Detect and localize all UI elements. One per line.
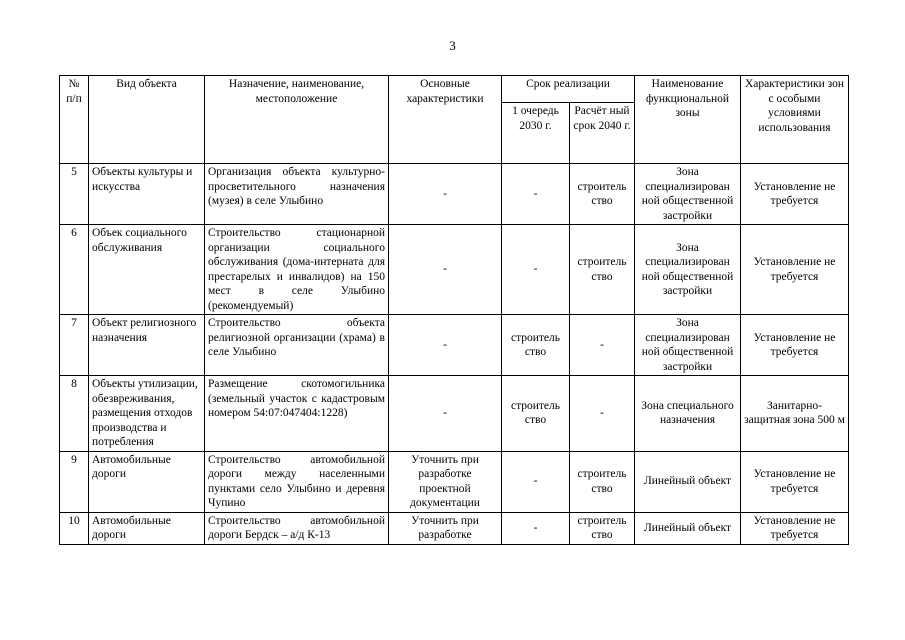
header-zone: Наименование функциональной зоны xyxy=(635,76,741,164)
term-calc: строитель ство xyxy=(570,164,635,225)
table-row xyxy=(60,451,849,512)
header-special-zones: Характеристики зон с особыми условиями использования xyxy=(741,76,849,164)
table-row xyxy=(60,225,849,315)
functional-zone: Линейный объект xyxy=(635,512,741,544)
functional-zone: Зона специализирован ной общественной застройки xyxy=(635,164,741,225)
term-first: - xyxy=(502,512,570,544)
object-purpose: Строительство объекта религиозной организации (храма) в селе Улыбино xyxy=(205,315,389,376)
functional-zone: Зона специального назначения xyxy=(635,376,741,452)
object-kind: Объекты культуры и искусства xyxy=(89,164,205,225)
row-number: 10 xyxy=(60,512,89,544)
object-purpose: Строительство стационарной организации социального обслуживания (дома-интерната для престарелых и инвалидов) на 150 мест в селе Улыбино (рекомендуемый) xyxy=(205,225,389,315)
planned-objects-table xyxy=(59,75,849,545)
special-zone: Установление не требуется xyxy=(741,225,849,315)
row-number: 6 xyxy=(60,225,89,315)
row-number: 8 xyxy=(60,376,89,452)
term-calc: строитель ство xyxy=(570,451,635,512)
term-calc: строитель ство xyxy=(570,225,635,315)
row-number: 9 xyxy=(60,451,89,512)
row-number: 5 xyxy=(60,164,89,225)
object-kind: Объек социального обслуживания xyxy=(89,225,205,315)
object-kind: Автомобильные дороги xyxy=(89,451,205,512)
term-first: - xyxy=(502,164,570,225)
object-purpose: Размещение скотомогильника (земельный участок с кадастровым номером 54:07:047404:1228) xyxy=(205,376,389,452)
row-number: 7 xyxy=(60,315,89,376)
special-zone: Занитарно-защитная зона 500 м xyxy=(741,376,849,452)
main-characteristics: Уточнить при разработке xyxy=(389,512,502,544)
functional-zone: Зона специализирован ной общественной застройки xyxy=(635,315,741,376)
header-term-first: 1 очередь 2030 г. xyxy=(502,103,570,164)
term-first: строитель ство xyxy=(502,315,570,376)
header-num: № п/п xyxy=(60,76,89,164)
header-term-calc: Расчёт ный срок 2040 г. xyxy=(570,103,635,164)
functional-zone: Зона специализирован ной общественной застройки xyxy=(635,225,741,315)
table-row xyxy=(60,376,849,452)
term-first: - xyxy=(502,451,570,512)
object-purpose: Строительство автомобильной дороги Бердск – а/д К-13 xyxy=(205,512,389,544)
main-characteristics: Уточнить при разработке проектной документации xyxy=(389,451,502,512)
main-characteristics: - xyxy=(389,376,502,452)
main-characteristics: - xyxy=(389,164,502,225)
header-main-characteristics: Основные характеристики xyxy=(389,76,502,164)
term-first: строитель ство xyxy=(502,376,570,452)
table-row xyxy=(60,164,849,225)
header-purpose: Назначение, наименование, местоположение xyxy=(205,76,389,164)
object-kind: Автомобильные дороги xyxy=(89,512,205,544)
table-row xyxy=(60,315,849,376)
term-first: - xyxy=(502,225,570,315)
object-kind: Объект религиозного назначения xyxy=(89,315,205,376)
object-purpose: Строительство автомобильной дороги между населенными пунктами село Улыбино и деревня Чупино xyxy=(205,451,389,512)
functional-zone: Линейный объект xyxy=(635,451,741,512)
term-calc: - xyxy=(570,376,635,452)
special-zone: Установление не требуется xyxy=(741,451,849,512)
page-number: 3 xyxy=(449,38,456,53)
object-purpose: Организация объекта культурно-просветительного назначения (музея) в селе Улыбино xyxy=(205,164,389,225)
term-calc: строитель ство xyxy=(570,512,635,544)
special-zone: Установление не требуется xyxy=(741,164,849,225)
main-characteristics: - xyxy=(389,225,502,315)
header-kind: Вид объекта xyxy=(89,76,205,164)
special-zone: Установление не требуется xyxy=(741,315,849,376)
term-calc: - xyxy=(570,315,635,376)
header-term: Срок реализации xyxy=(502,76,635,103)
object-kind: Объекты утилизации, обезвреживания, размещения отходов производства и потребления xyxy=(89,376,205,452)
main-characteristics: - xyxy=(389,315,502,376)
table-row xyxy=(60,512,849,544)
special-zone: Установление не требуется xyxy=(741,512,849,544)
